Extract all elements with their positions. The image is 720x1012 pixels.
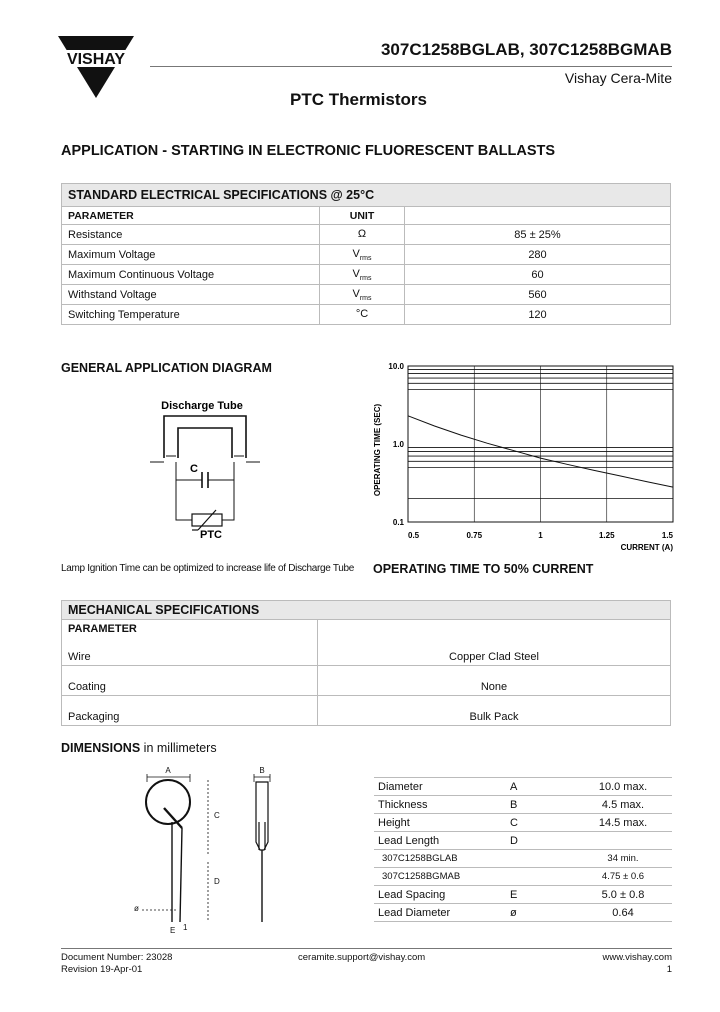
discharge-tube-icon: [164, 416, 246, 458]
dim-name: Lead Spacing: [374, 886, 490, 904]
page-number: 1: [666, 964, 672, 975]
dim-label-d: D: [214, 877, 220, 886]
x-tick-label: 1: [538, 531, 543, 540]
param-value: 560: [405, 285, 671, 305]
x-tick-label: 1.5: [661, 531, 673, 540]
mech-param-wire: Wire: [68, 651, 91, 663]
dim-label-phi: ø: [134, 904, 139, 913]
dim-symbol: D: [490, 832, 574, 850]
header-rule: [150, 66, 672, 67]
dim-label-a: A: [165, 766, 171, 775]
dimension-drawing: [128, 762, 298, 942]
dim-value: 10.0 max.: [574, 778, 672, 796]
brand-wordmark: VISHAY: [66, 51, 126, 68]
tube-label: Discharge Tube: [161, 400, 243, 412]
x-tick-label: 0.75: [466, 531, 483, 540]
table-row: [62, 225, 671, 245]
table-row: [374, 814, 672, 832]
dim-value: 14.5 max.: [574, 814, 672, 832]
dim-name: Height: [374, 814, 490, 832]
table-row: [62, 265, 671, 285]
application-title: APPLICATION - STARTING IN ELECTRONIC FLUORESCENT BALLASTS: [61, 143, 556, 159]
table-row: [374, 850, 672, 868]
table-row: [374, 796, 672, 814]
dim-name: 307C1258BGMAB: [374, 868, 490, 886]
dimensions-title: DIMENSIONS in millimeters: [61, 741, 217, 755]
param-value: Bulk Pack: [318, 696, 671, 726]
thermistor-side-view-icon: [256, 782, 268, 922]
param-name: Switching Temperature: [62, 305, 320, 325]
dim-label-b: B: [259, 766, 265, 775]
ptc-thermistor-icon: [192, 510, 222, 530]
col-parameter: PARAMETER: [68, 623, 137, 635]
param-value: 85 ± 25%: [405, 225, 671, 245]
param-value: 120: [405, 305, 671, 325]
table-row: [62, 620, 671, 666]
param-name: Maximum Continuous Voltage: [62, 265, 320, 285]
col-parameter: PARAMETER: [62, 207, 320, 225]
table-row: [374, 886, 672, 904]
dim-name: Diameter: [374, 778, 490, 796]
dim-value: [574, 832, 672, 850]
col-unit: UNIT: [320, 207, 405, 225]
param-name: [62, 620, 318, 666]
dim-name: 307C1258BGLAB: [374, 850, 490, 868]
x-tick-label: 1.25: [598, 531, 615, 540]
dim-symbol: [490, 868, 574, 886]
dim-value: 4.75 ± 0.6: [574, 868, 672, 886]
param-name: Resistance: [62, 225, 320, 245]
table-row: [62, 305, 671, 325]
table-row: [374, 868, 672, 886]
param-name: Withstand Voltage: [62, 285, 320, 305]
circuit-wiring: [150, 462, 260, 520]
revision: Revision 19-Apr-01: [61, 964, 143, 975]
param-value: 60: [405, 265, 671, 285]
table-row: [374, 904, 672, 922]
dim-label-one: 1: [183, 923, 188, 932]
dim-value: 5.0 ± 0.8: [574, 886, 672, 904]
table-row: [374, 832, 672, 850]
dim-value: 0.64: [574, 904, 672, 922]
y-tick-label: 10.0: [388, 362, 404, 371]
diagram-title: GENERAL APPLICATION DIAGRAM: [61, 361, 272, 375]
application-circuit-diagram: [140, 392, 280, 542]
table-row: [62, 696, 671, 726]
dimensions-table: [374, 777, 672, 922]
doc-number: Document Number: 23028: [61, 952, 173, 963]
dim-symbol: E: [490, 886, 574, 904]
product-title: PTC Thermistors: [290, 90, 427, 109]
mechanical-spec-table: [61, 600, 671, 726]
dim-name: Lead Diameter: [374, 904, 490, 922]
mechanical-spec-title: MECHANICAL SPECIFICATIONS: [62, 601, 671, 620]
param-name: Coating: [62, 666, 318, 696]
dim-label-c: C: [214, 811, 220, 820]
dim-symbol: C: [490, 814, 574, 832]
dim-symbol: [490, 850, 574, 868]
x-tick-label: 0.5: [408, 531, 420, 540]
capacitor-label: C: [190, 463, 198, 475]
series-name: Vishay Cera-Mite: [564, 70, 672, 86]
param-unit: Ω: [320, 225, 405, 245]
dim-symbol: B: [490, 796, 574, 814]
thermistor-front-view-icon: [146, 780, 190, 922]
param-name: Maximum Voltage: [62, 245, 320, 265]
param-value: 280: [405, 245, 671, 265]
param-unit: $V_{rms}$: [320, 245, 405, 265]
dim-label-e: E: [170, 926, 176, 935]
website-link[interactable]: www.vishay.com: [602, 952, 672, 963]
part-numbers: 307C1258BGLAB, 307C1258BGMAB: [380, 40, 672, 59]
dim-symbol: ø: [490, 904, 574, 922]
diagram-caption: Lamp Ignition Time can be optimized to increase life of Discharge Tube: [61, 563, 355, 574]
vishay-logo: [58, 36, 134, 98]
table-row: [62, 245, 671, 265]
param-unit: $V_{rms}$: [320, 265, 405, 285]
footer-rule: [61, 948, 672, 949]
param-name: Packaging: [62, 696, 318, 726]
electrical-spec-title: STANDARD ELECTRICAL SPECIFICATIONS @ 25°C: [62, 184, 671, 207]
param-value: Copper Clad Steel: [318, 620, 671, 666]
support-email[interactable]: ceramite.support@vishay.com: [298, 952, 426, 963]
param-value: None: [318, 666, 671, 696]
table-row: [62, 666, 671, 696]
dim-name: Thickness: [374, 796, 490, 814]
dim-symbol: A: [490, 778, 574, 796]
y-tick-label: 1.0: [392, 440, 404, 449]
operating-time-chart: [368, 358, 688, 558]
y-axis-label: OPERATING TIME (SEC): [373, 403, 382, 497]
electrical-spec-table: [61, 183, 671, 325]
param-unit: °C: [320, 305, 405, 325]
ptc-label: PTC: [200, 529, 222, 541]
col-value: [405, 207, 671, 225]
dim-name: Lead Length: [374, 832, 490, 850]
x-axis-label: CURRENT (A): [620, 543, 673, 552]
dim-value: 34 min.: [574, 850, 672, 868]
table-row: [62, 285, 671, 305]
chart-title: OPERATING TIME TO 50% CURRENT: [373, 562, 594, 576]
dim-value: 4.5 max.: [574, 796, 672, 814]
table-row: [374, 778, 672, 796]
param-unit: $V_{rms}$: [320, 285, 405, 305]
y-tick-label: 0.1: [392, 518, 404, 527]
